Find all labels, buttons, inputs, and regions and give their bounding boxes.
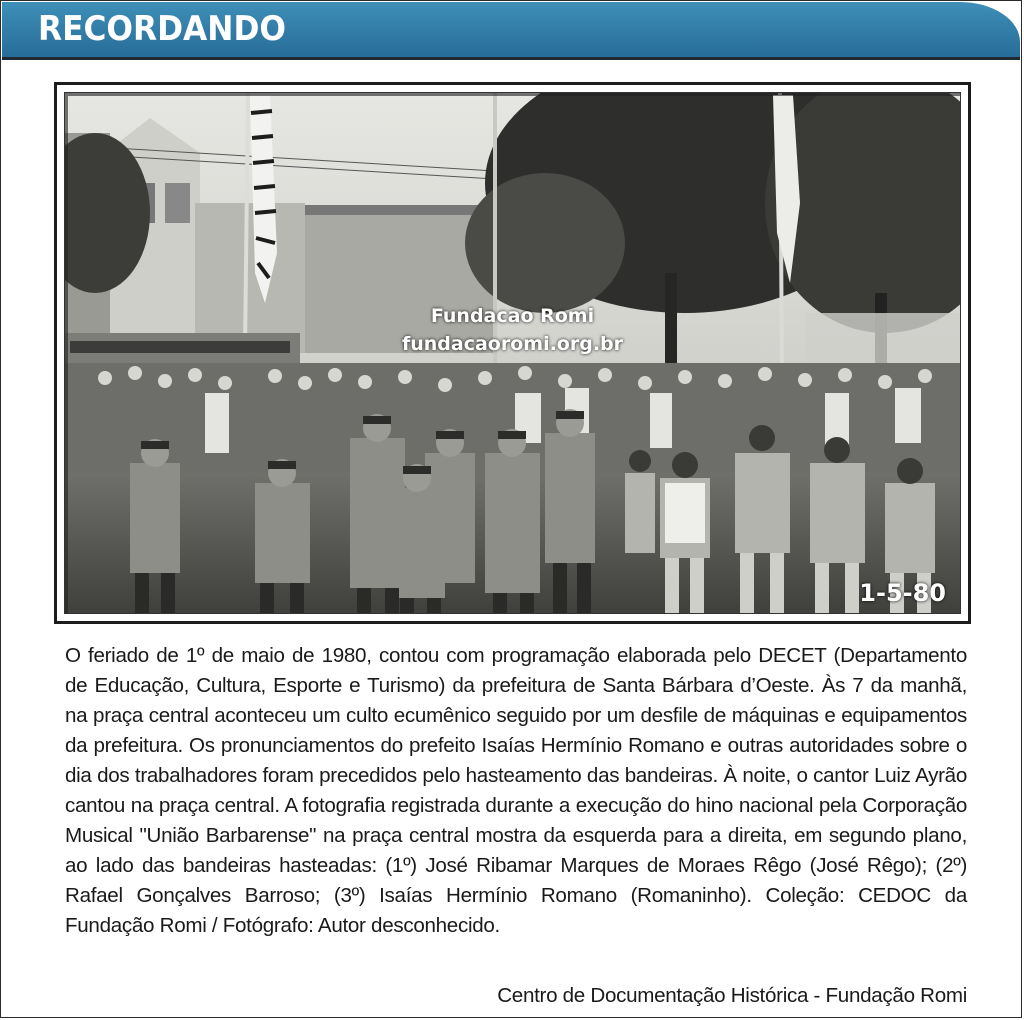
watermark-name: Fundacao Romi [430,305,595,327]
watermark-url: fundacaoromi.org.br [401,333,624,355]
article-caption: O feriado de 1º de maio de 1980, contou com programação elaborada pelo DECET (Departamento de Educação, Cultura, Esporte e Turismo) da prefeitura de Santa Bárbara d’Oeste. Às 7 da manhã, na praça central aconteceu um culto ecumênico seguido por um desfile de máquinas e equipamentos da prefeitura. Os pronunciamentos do prefeito Isaías Hermínio Romano e outras autoridades sobre o dia dos trabalhadores foram precedidos pelo hasteamento das bandeiras. À noite, o cantor Luiz Ayrão cantou na praça central. A fotografia registrada durante a execução do hino nacional pela Corporação Musical "União Barbarense" na praça central mostra da esquerda para a direita, em segundo plano, ao lado das bandeiras hasteadas: (1º) José Ribamar Marques de Moraes Rêgo (José Rêgo); (2º) Rafael Gonçalves Barroso; (3º) Isaías Hermínio Romano (Romaninho). Coleção: CEDOC da Fundação Romi / Fotógrafo: Autor desconhecido. [65,644,967,937]
section-title: RECORDANDO [38,9,286,49]
photo-frame [54,82,971,624]
photo-date-stamp: 1-5-80 [859,579,946,607]
historic-photo [64,92,961,614]
section-header [2,2,1020,60]
article-credit: Centro de Documentação Histórica - Fundação Romi [497,984,967,1007]
